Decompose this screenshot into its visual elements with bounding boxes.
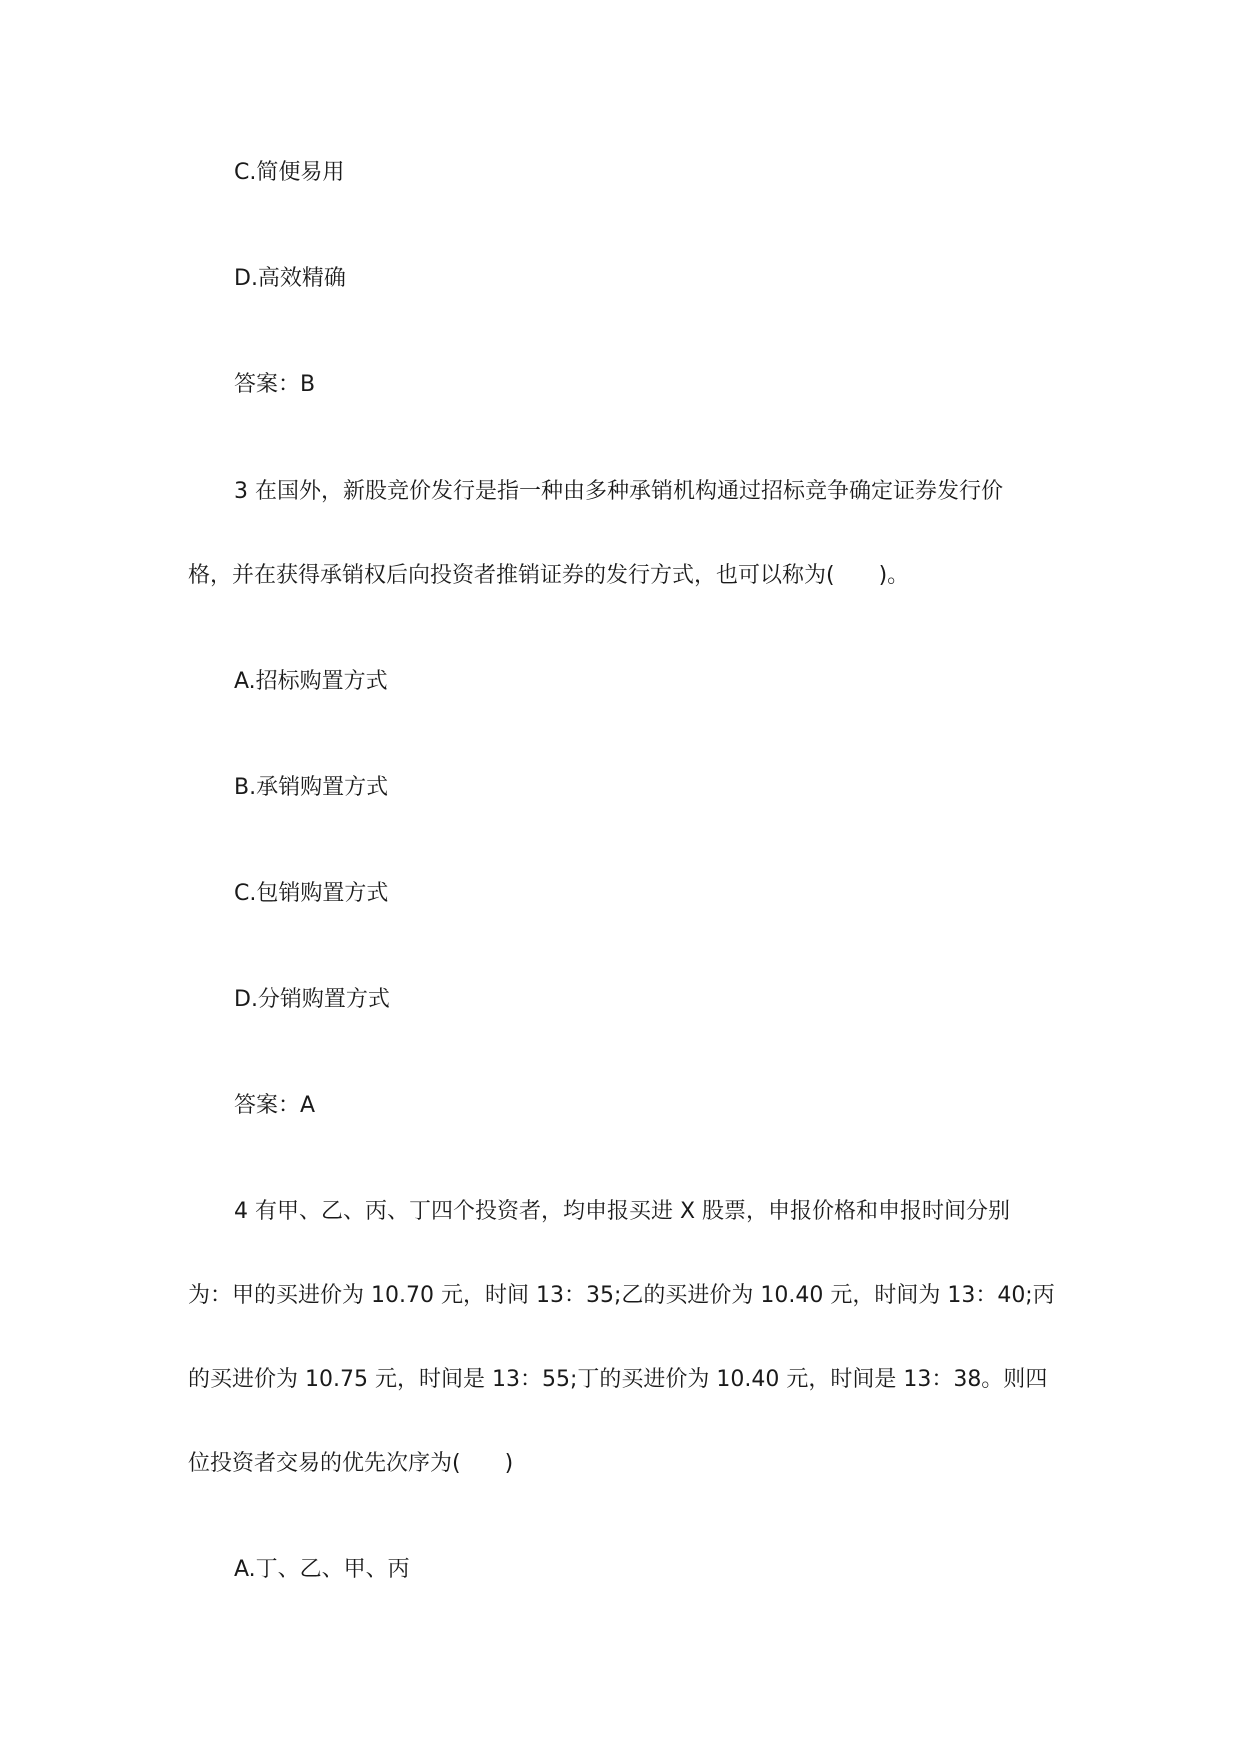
q4-stem-line-3: 的买进价为 10.75 元，时间是 13：55;丁的买进价为 10.40 元，时间是 13：38。则四 [188, 1367, 1048, 1392]
q3-option-c: C.包销购置方式 [234, 881, 389, 906]
q4-stem-line-1: 4 有甲、乙、丙、丁四个投资者，均申报买进 X 股票，申报价格和申报时间分别 [234, 1199, 1011, 1224]
q2-option-c: C.简便易用 [234, 160, 345, 185]
q2-answer: 答案：B [234, 372, 316, 397]
q2-option-d: D.高效精确 [234, 266, 346, 291]
q4-option-a: A.丁、乙、甲、丙 [234, 1557, 410, 1582]
q3-stem-line-2: 格，并在获得承销权后向投资者推销证券的发行方式，也可以称为( )。 [188, 563, 910, 588]
q3-option-d: D.分销购置方式 [234, 987, 390, 1012]
q4-stem-line-4: 位投资者交易的优先次序为( ) [188, 1451, 514, 1476]
q4-stem-line-2: 为：甲的买进价为 10.70 元，时间 13：35;乙的买进价为 10.40 元，时间为 13：40;丙 [188, 1283, 1055, 1308]
q3-answer: 答案：A [234, 1093, 316, 1118]
q3-option-b: B.承销购置方式 [234, 775, 389, 800]
q3-stem-line-1: 3 在国外，新股竞价发行是指一种由多种承销机构通过招标竞争确定证券发行价 [234, 479, 1003, 504]
q3-option-a: A.招标购置方式 [234, 669, 388, 694]
